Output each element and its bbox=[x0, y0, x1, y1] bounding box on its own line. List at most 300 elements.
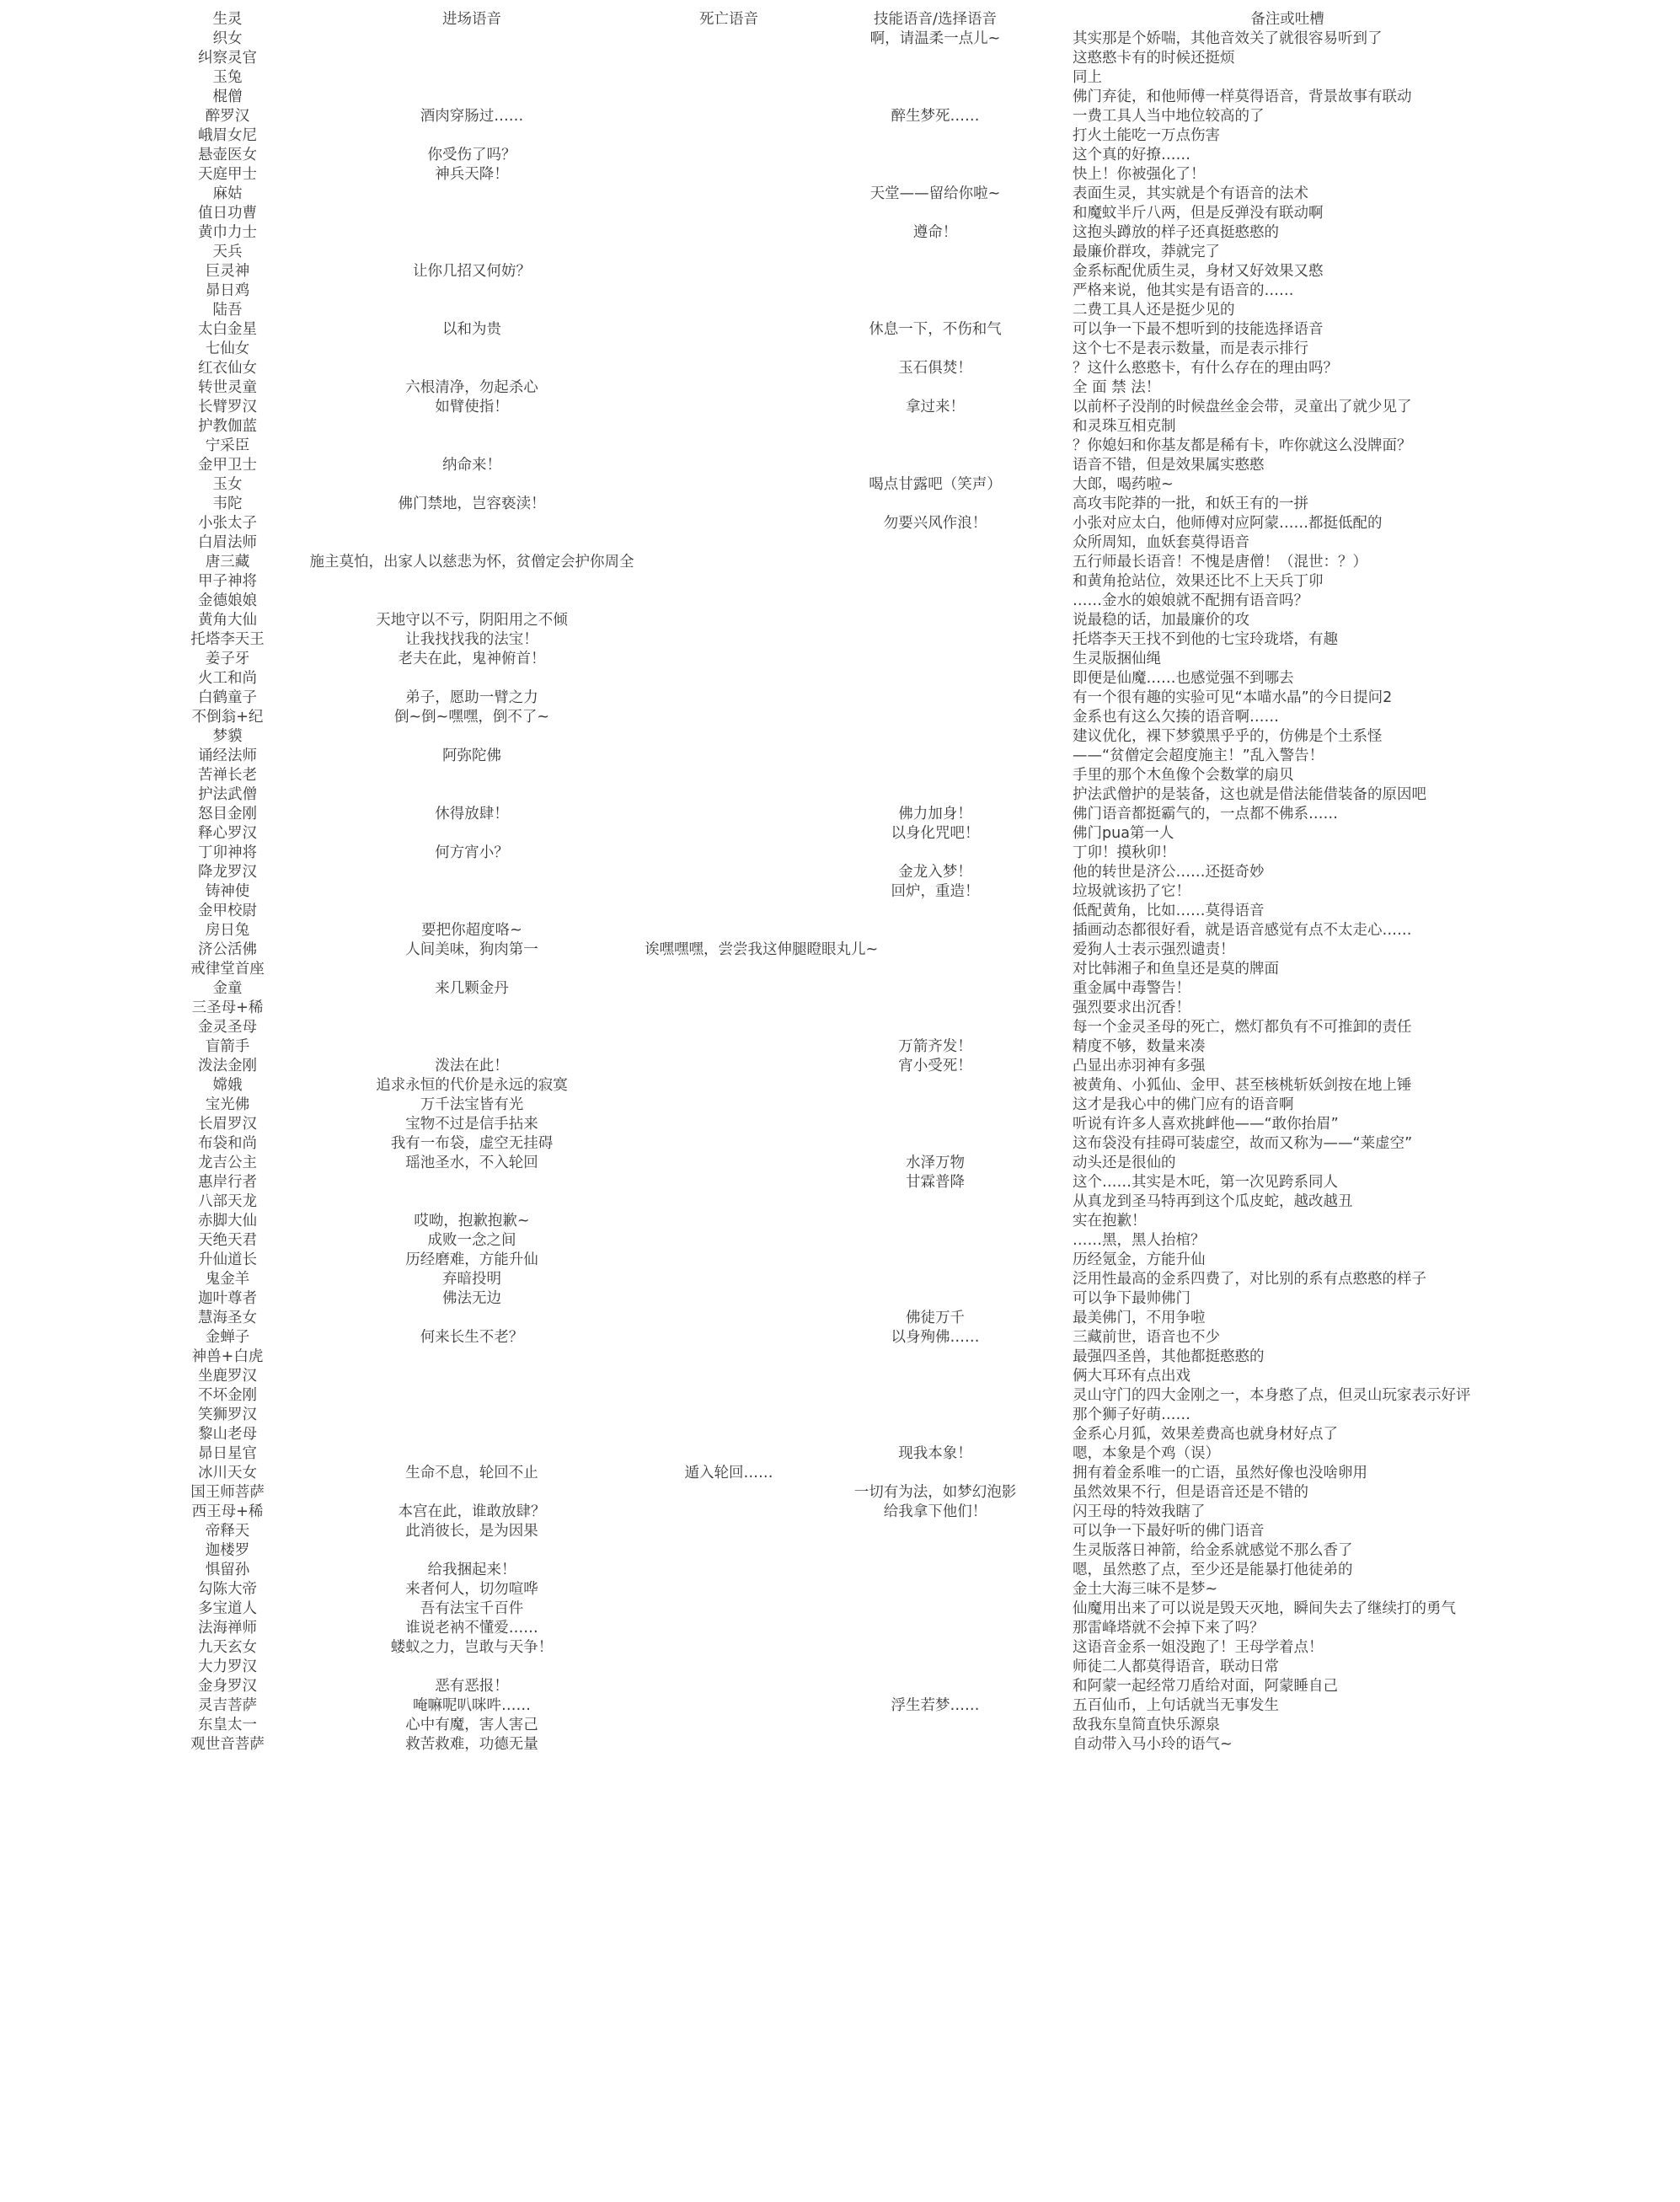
cell-enter-voice: 本宫在此，谁敢放肆？ bbox=[398, 1503, 546, 1520]
cell-note: 这个真的好撩…… bbox=[1073, 147, 1190, 163]
cell-skill-voice: 喝点甘露吧（笑声） bbox=[869, 476, 1002, 493]
cell-note: 五行师最长语音！不愧是唐僧！（混世：？） bbox=[1073, 554, 1367, 571]
cell-skill-voice bbox=[758, 1231, 1112, 1251]
cell-enter-voice bbox=[282, 1406, 661, 1425]
table-row bbox=[0, 902, 1680, 921]
cell-name: 长眉罗汉 bbox=[198, 1116, 257, 1133]
cell-name: 宝光佛 bbox=[205, 1096, 250, 1113]
cell-note: 一费工具人当中地位较高的了 bbox=[1073, 108, 1265, 125]
cell-name: 嫦娥 bbox=[212, 1077, 243, 1094]
cell-note: 即便是仙魔……也感觉强不到哪去 bbox=[1073, 670, 1294, 687]
cell-enter-voice: 给我捆起来！ bbox=[427, 1562, 516, 1578]
cell-note: 爱狗人士表示强烈谴责！ bbox=[1073, 941, 1235, 958]
cell-enter-voice: 佛门禁地，岂容亵渎！ bbox=[398, 496, 546, 512]
cell-note: 自动带入马小玲的语气~ bbox=[1073, 1736, 1233, 1753]
cell-note: 表面生灵，其实就是个有语音的法术 bbox=[1073, 185, 1308, 202]
cell-name: 值日功曹 bbox=[198, 205, 257, 222]
table-row bbox=[0, 1425, 1680, 1444]
cell-note: 闪王母的特效我瞎了 bbox=[1073, 1503, 1206, 1520]
cell-name: 玉兔 bbox=[212, 69, 243, 86]
cell-name: 八部天龙 bbox=[198, 1193, 257, 1210]
cell-name: 不倒翁+纪 bbox=[191, 709, 264, 726]
cell-skill-voice bbox=[758, 1425, 1112, 1444]
table-row bbox=[0, 1599, 1680, 1619]
cell-skill-voice bbox=[758, 688, 1112, 708]
cell-enter-voice bbox=[282, 533, 661, 553]
cell-name: 悬壶医女 bbox=[198, 147, 257, 163]
cell-enter-voice: 何来长生不老？ bbox=[420, 1329, 524, 1346]
cell-name: 韦陀 bbox=[212, 496, 243, 512]
cell-enter-voice: 人间美味，狗肉第一 bbox=[405, 941, 538, 958]
cell-note: 以前杯子没削的时候盘丝金会带，灵童出了就少见了 bbox=[1073, 399, 1412, 415]
cell-enter-voice bbox=[282, 1367, 661, 1386]
cell-skill-voice bbox=[758, 1599, 1112, 1619]
cell-skill-voice bbox=[758, 1076, 1112, 1096]
cell-name: 峨眉女尼 bbox=[198, 127, 257, 144]
cell-note: 和灵珠互相克制 bbox=[1073, 418, 1176, 435]
cell-name: 笑狮罗汉 bbox=[198, 1406, 257, 1423]
cell-note: 敌我东皇简直快乐源泉 bbox=[1073, 1717, 1220, 1733]
cell-note: 三藏前世，语音也不少 bbox=[1073, 1329, 1220, 1346]
cell-enter-voice bbox=[282, 882, 661, 902]
cell-name: 勾陈大帝 bbox=[198, 1581, 257, 1598]
header-skill-voice: 技能语音/选择语音 bbox=[874, 11, 997, 28]
table-row bbox=[0, 456, 1680, 475]
cell-name: 布袋和尚 bbox=[198, 1135, 257, 1152]
cell-note: 同上 bbox=[1073, 69, 1102, 86]
table-row bbox=[0, 1367, 1680, 1386]
cell-enter-voice bbox=[282, 514, 661, 533]
cell-name: 帝释天 bbox=[205, 1523, 250, 1540]
table-row bbox=[0, 1018, 1680, 1037]
cell-name: 济公活佛 bbox=[198, 941, 257, 958]
cell-enter-voice bbox=[282, 863, 661, 882]
cell-name: 巨灵神 bbox=[205, 263, 250, 280]
cell-enter-voice: 佛法无边 bbox=[442, 1290, 501, 1307]
cell-enter-voice bbox=[282, 1658, 661, 1677]
table-row bbox=[0, 1464, 1680, 1483]
cell-note: 灵山守门的四大金刚之一，本身憨了点，但灵山玩家表示好评 bbox=[1073, 1387, 1471, 1404]
cell-name: 棍僧 bbox=[212, 88, 243, 105]
cell-name: 黎山老母 bbox=[198, 1426, 257, 1443]
cell-enter-voice bbox=[282, 572, 661, 592]
table-row bbox=[0, 340, 1680, 359]
cell-enter-voice bbox=[282, 1483, 661, 1503]
cell-skill-voice bbox=[758, 1735, 1112, 1755]
cell-note: 可以争一下最不想听到的技能选择语音 bbox=[1073, 321, 1324, 338]
cell-skill-voice bbox=[758, 902, 1112, 921]
cell-enter-voice bbox=[282, 185, 661, 204]
cell-enter-voice: 瑶池圣水，不入轮回 bbox=[405, 1155, 538, 1171]
table-row bbox=[0, 146, 1680, 165]
cell-note: 生灵版捆仙绳 bbox=[1073, 651, 1161, 667]
table-row bbox=[0, 1386, 1680, 1406]
cell-name: 泼法金刚 bbox=[198, 1058, 257, 1074]
table-row bbox=[0, 107, 1680, 126]
cell-enter-voice: 以和为贵 bbox=[442, 321, 501, 338]
cell-note: 说最稳的话，加最廉价的攻 bbox=[1073, 612, 1249, 629]
cell-enter-voice bbox=[282, 1173, 661, 1192]
cell-enter-voice: 万千法宝皆有光 bbox=[420, 1096, 524, 1113]
cell-skill-voice bbox=[758, 49, 1112, 68]
cell-skill-voice bbox=[758, 747, 1112, 766]
cell-name: 西王母+稀 bbox=[191, 1503, 264, 1520]
cell-skill-voice: 休息一下，不伤和气 bbox=[869, 321, 1002, 338]
table-row bbox=[0, 630, 1680, 650]
cell-note: 大郎，喝药啦~ bbox=[1073, 476, 1174, 493]
cell-enter-voice: 弟子，愿助一臂之力 bbox=[405, 689, 538, 706]
cell-skill-voice bbox=[758, 1406, 1112, 1425]
cell-skill-voice: 回炉，重造！ bbox=[891, 883, 980, 900]
table-row bbox=[0, 1561, 1680, 1580]
cell-name: 金蝉子 bbox=[205, 1329, 250, 1346]
table-row bbox=[0, 1483, 1680, 1503]
cell-skill-voice bbox=[758, 301, 1112, 320]
table-row bbox=[0, 727, 1680, 747]
cell-skill-voice bbox=[758, 1619, 1112, 1638]
cell-enter-voice: 泼法在此！ bbox=[435, 1058, 509, 1074]
cell-skill-voice bbox=[758, 1367, 1112, 1386]
cell-name: 麻姑 bbox=[212, 185, 243, 202]
cell-skill-voice: 以身化咒吧！ bbox=[891, 825, 980, 842]
cell-name: 托塔李天王 bbox=[190, 631, 265, 648]
cell-enter-voice bbox=[282, 669, 661, 688]
cell-enter-voice: 倒~倒~嘿嘿，倒不了~ bbox=[394, 709, 549, 726]
cell-name: 太白金星 bbox=[198, 321, 257, 338]
cell-enter-voice: 老夫在此，鬼神俯首！ bbox=[398, 651, 546, 667]
cell-name: 慧海圣女 bbox=[198, 1310, 257, 1326]
cell-enter-voice bbox=[282, 1425, 661, 1444]
cell-name: 不坏金刚 bbox=[198, 1387, 257, 1404]
cell-note: 泛用性最高的金系四费了，对比别的系有点憨憨的样子 bbox=[1073, 1271, 1426, 1288]
cell-note: 精度不够，数量来凑 bbox=[1073, 1038, 1206, 1055]
cell-name: 赤脚大仙 bbox=[198, 1213, 257, 1230]
cell-note: 五百仙币，上句话就当无事发生 bbox=[1073, 1697, 1279, 1714]
table-row bbox=[0, 844, 1680, 863]
cell-name: 小张太子 bbox=[198, 515, 257, 532]
cell-name: 长臂罗汉 bbox=[198, 399, 257, 415]
table-row bbox=[0, 495, 1680, 514]
cell-name: 红衣仙女 bbox=[198, 360, 257, 377]
cell-note: 和阿蒙一起经常刀盾给对面，阿蒙睡自己 bbox=[1073, 1678, 1338, 1695]
cell-note: 这个……其实是木吒，第一次见跨系同人 bbox=[1073, 1174, 1338, 1191]
cell-skill-voice: 水泽万物 bbox=[906, 1155, 965, 1171]
cell-enter-voice: 吾有法宝千百件 bbox=[420, 1600, 524, 1617]
cell-skill-voice bbox=[758, 1347, 1112, 1367]
table-row bbox=[0, 417, 1680, 437]
cell-name: 鬼金羊 bbox=[205, 1271, 250, 1288]
cell-skill-voice: 甘霖普降 bbox=[906, 1174, 965, 1191]
cell-enter-voice: 哎呦，抱歉抱歉~ bbox=[414, 1213, 530, 1230]
cell-skill-voice: 宵小受死！ bbox=[898, 1058, 972, 1074]
table-row bbox=[0, 281, 1680, 301]
cell-skill-voice bbox=[758, 1018, 1112, 1037]
cell-skill-voice bbox=[758, 630, 1112, 650]
cell-enter-voice: 你受伤了吗？ bbox=[427, 147, 516, 163]
cell-name: 玉女 bbox=[212, 476, 243, 493]
cell-note: 插画动态都很好看，就是语音感觉有点不太走心…… bbox=[1073, 922, 1412, 939]
table-row bbox=[0, 1270, 1680, 1289]
cell-enter-voice: 六根清净，勿起杀心 bbox=[405, 379, 538, 396]
cell-name: 护法武僧 bbox=[198, 786, 257, 803]
cell-note: 金系也有这么欠揍的语音啊…… bbox=[1073, 709, 1279, 726]
cell-name: 冰川天女 bbox=[198, 1465, 257, 1481]
cell-note: 二费工具人还是挺少见的 bbox=[1073, 302, 1235, 319]
cell-enter-voice bbox=[282, 1541, 661, 1561]
cell-note: 这憨憨卡有的时候还挺烦 bbox=[1073, 50, 1235, 67]
cell-skill-voice bbox=[758, 1658, 1112, 1677]
cell-note: 俩大耳环有点出戏 bbox=[1073, 1368, 1190, 1385]
cell-note: ……金水的娘娘就不配拥有语音吗？ bbox=[1073, 592, 1308, 609]
cell-enter-voice bbox=[282, 301, 661, 320]
cell-skill-voice bbox=[758, 1638, 1112, 1658]
cell-note: 金土大海三味不是梦~ bbox=[1073, 1581, 1218, 1598]
cell-skill-voice bbox=[758, 553, 1112, 572]
cell-skill-voice: 浮生若梦…… bbox=[891, 1697, 980, 1714]
cell-skill-voice: 一切有为法，如梦幻泡影 bbox=[853, 1484, 1017, 1501]
cell-note: 嗯，虽然憨了点，至少还是能暴打他徒弟的 bbox=[1073, 1562, 1353, 1578]
cell-name: 金灵圣母 bbox=[198, 1019, 257, 1036]
cell-note: 佛门pua第一人 bbox=[1073, 825, 1174, 842]
cell-name: 惧留孙 bbox=[205, 1562, 250, 1578]
cell-skill-voice: 现我本象！ bbox=[898, 1445, 972, 1462]
cell-skill-voice: 给我拿下他们！ bbox=[883, 1503, 987, 1520]
cell-skill-voice bbox=[758, 940, 1112, 960]
table-row bbox=[0, 766, 1680, 785]
cell-enter-voice: 休得放肆！ bbox=[435, 806, 509, 822]
cell-skill-voice bbox=[758, 1541, 1112, 1561]
cell-skill-voice bbox=[758, 340, 1112, 359]
table-row bbox=[0, 49, 1680, 68]
cell-name: 天绝天君 bbox=[198, 1232, 257, 1249]
cell-skill-voice bbox=[758, 437, 1112, 456]
table-row bbox=[0, 1347, 1680, 1367]
cell-skill-voice bbox=[758, 281, 1112, 301]
cell-note: 最廉价群攻，莽就完了 bbox=[1073, 244, 1220, 260]
cell-skill-voice bbox=[758, 921, 1112, 940]
cell-note: 从真龙到圣马特再到这个瓜皮蛇，越改越丑 bbox=[1073, 1193, 1353, 1210]
cell-enter-voice bbox=[282, 475, 661, 495]
table-row bbox=[0, 1037, 1680, 1057]
cell-death-voice: 诶嘿嘿嘿，尝尝我这伸腿瞪眼丸儿~ bbox=[645, 941, 879, 958]
cell-name: 金甲校尉 bbox=[198, 903, 257, 919]
cell-enter-voice: 蝼蚁之力，岂敢与天争！ bbox=[390, 1639, 554, 1656]
cell-enter-voice bbox=[282, 68, 661, 88]
cell-enter-voice bbox=[282, 960, 661, 979]
table-row bbox=[0, 223, 1680, 243]
table-row bbox=[0, 747, 1680, 766]
cell-note: 虽然效果不行，但是语音还是不错的 bbox=[1073, 1484, 1308, 1501]
cell-skill-voice bbox=[758, 572, 1112, 592]
cell-enter-voice: 弃暗投明 bbox=[442, 1271, 501, 1288]
cell-skill-voice bbox=[758, 1386, 1112, 1406]
cell-name: 铸神使 bbox=[205, 883, 250, 900]
table-row bbox=[0, 1658, 1680, 1677]
cell-enter-voice bbox=[282, 1192, 661, 1212]
cell-skill-voice bbox=[758, 262, 1112, 281]
cell-skill-voice bbox=[758, 960, 1112, 979]
cell-enter-voice bbox=[282, 223, 661, 243]
cell-enter-voice bbox=[282, 999, 661, 1018]
cell-enter-voice: 恶有恶报！ bbox=[435, 1678, 509, 1695]
table-row bbox=[0, 262, 1680, 281]
cell-name: 黄巾力士 bbox=[198, 224, 257, 241]
cell-skill-voice bbox=[758, 1115, 1112, 1134]
cell-name: 白鹤童子 bbox=[198, 689, 257, 706]
cell-name: 戒律堂首座 bbox=[190, 961, 265, 978]
cell-skill-voice bbox=[758, 1522, 1112, 1541]
cell-skill-voice bbox=[758, 204, 1112, 223]
header-name: 生灵 bbox=[212, 11, 243, 28]
cell-name: 天庭甲士 bbox=[198, 166, 257, 183]
cell-skill-voice bbox=[758, 979, 1112, 999]
cell-note: 众所周知，血妖套莫得语音 bbox=[1073, 534, 1249, 551]
cell-skill-voice bbox=[758, 146, 1112, 165]
cell-skill-voice bbox=[758, 378, 1112, 398]
table-row bbox=[0, 863, 1680, 882]
cell-skill-voice: 金龙入梦！ bbox=[898, 864, 972, 881]
cell-name: 转世灵童 bbox=[198, 379, 257, 396]
cell-note: 那个狮子好萌…… bbox=[1073, 1406, 1190, 1423]
cell-skill-voice bbox=[758, 999, 1112, 1018]
cell-enter-voice bbox=[282, 1444, 661, 1464]
cell-enter-voice bbox=[282, 1018, 661, 1037]
cell-name: 纠察灵官 bbox=[198, 50, 257, 67]
cell-enter-voice: 心中有魔，害人害己 bbox=[405, 1717, 538, 1733]
table-row bbox=[0, 572, 1680, 592]
cell-note: 强烈要求出沉香！ bbox=[1073, 999, 1190, 1016]
cell-name: 龙吉公主 bbox=[198, 1155, 257, 1171]
table-row bbox=[0, 1503, 1680, 1522]
table-row bbox=[0, 359, 1680, 378]
cell-skill-voice bbox=[758, 417, 1112, 437]
cell-skill-voice bbox=[758, 1677, 1112, 1696]
cell-note: ……黑，黑人抬棺？ bbox=[1073, 1232, 1206, 1249]
cell-note: 建议优化，裸下梦貘黑乎乎的，仿佛是个土系怪 bbox=[1073, 728, 1383, 745]
cell-note: 重金属中毒警告！ bbox=[1073, 980, 1190, 997]
cell-enter-voice bbox=[282, 243, 661, 262]
table-row bbox=[0, 533, 1680, 553]
cell-name: 迦楼罗 bbox=[205, 1542, 250, 1559]
cell-name: 迦叶尊者 bbox=[198, 1290, 257, 1307]
cell-name: 释心罗汉 bbox=[198, 825, 257, 842]
cell-name: 东皇太一 bbox=[198, 1717, 257, 1733]
table-row bbox=[0, 940, 1680, 960]
table-row bbox=[0, 1115, 1680, 1134]
cell-name: 白眉法师 bbox=[198, 534, 257, 551]
cell-enter-voice: 生命不息，轮回不止 bbox=[405, 1465, 538, 1481]
cell-name: 观世音菩萨 bbox=[190, 1736, 265, 1753]
cell-enter-voice bbox=[282, 126, 661, 146]
table-row bbox=[0, 669, 1680, 688]
cell-skill-voice bbox=[758, 766, 1112, 785]
cell-enter-voice bbox=[282, 340, 661, 359]
header-death-voice: 死亡语音 bbox=[699, 11, 758, 28]
table-row bbox=[0, 611, 1680, 630]
cell-skill-voice bbox=[758, 1134, 1112, 1154]
table-row bbox=[0, 1057, 1680, 1076]
cell-name: 姜子牙 bbox=[205, 651, 250, 667]
table-row bbox=[0, 1096, 1680, 1115]
cell-enter-voice: 阿弥陀佛 bbox=[442, 747, 501, 764]
cell-note: 可以争下最帅佛门 bbox=[1073, 1290, 1190, 1307]
cell-skill-voice: 天堂——留给你啦~ bbox=[869, 185, 1001, 202]
header-enter-voice: 进场语音 bbox=[442, 11, 501, 28]
cell-enter-voice: 此消彼长，是为因果 bbox=[405, 1523, 538, 1540]
cell-note: 听说有许多人喜欢挑衅他——“敢你抬眉” bbox=[1073, 1116, 1339, 1133]
cell-name: 神兽+白虎 bbox=[191, 1348, 264, 1365]
cell-enter-voice bbox=[282, 727, 661, 747]
cell-skill-voice: 玉石俱焚！ bbox=[898, 360, 972, 377]
table-row bbox=[0, 1231, 1680, 1251]
cell-name: 陆吾 bbox=[212, 302, 243, 319]
table-row bbox=[0, 437, 1680, 456]
table-row bbox=[0, 708, 1680, 727]
cell-note: 最强四圣兽，其他都挺憨憨的 bbox=[1073, 1348, 1265, 1365]
cell-enter-voice: 历经磨难，方能升仙 bbox=[405, 1251, 538, 1268]
table-row bbox=[0, 301, 1680, 320]
table-row bbox=[0, 1154, 1680, 1173]
cell-note: 全 面 禁 法！ bbox=[1073, 379, 1161, 396]
cell-skill-voice bbox=[758, 1212, 1112, 1231]
cell-enter-voice: 何方宵小？ bbox=[435, 844, 509, 861]
cell-note: 严格来说，他其实是有语音的…… bbox=[1073, 282, 1294, 299]
table-row bbox=[0, 960, 1680, 979]
cell-name: 大力罗汉 bbox=[198, 1658, 257, 1675]
table-row bbox=[0, 1309, 1680, 1328]
cell-name: 金德娘娘 bbox=[198, 592, 257, 609]
cell-name: 醉罗汉 bbox=[205, 108, 250, 125]
cell-skill-voice bbox=[758, 88, 1112, 107]
cell-note: ——“贫僧定会超度施主！”乱入警告！ bbox=[1073, 747, 1324, 764]
cell-skill-voice: 遵命！ bbox=[912, 224, 958, 241]
cell-skill-voice bbox=[758, 1096, 1112, 1115]
cell-name: 昴日鸡 bbox=[205, 282, 250, 299]
table-row bbox=[0, 1212, 1680, 1231]
cell-note: 其实那是个娇喘，其他音效关了就很容易听到了 bbox=[1073, 30, 1383, 47]
cell-note: 这才是我心中的佛门应有的语音啊 bbox=[1073, 1096, 1294, 1113]
cell-skill-voice: 啊，请温柔一点儿~ bbox=[869, 30, 1001, 47]
header-row bbox=[0, 10, 1680, 29]
table-row bbox=[0, 824, 1680, 844]
cell-enter-voice: 来者何人，切勿喧哗 bbox=[405, 1581, 538, 1598]
cell-name: 护教伽蓝 bbox=[198, 418, 257, 435]
table-row bbox=[0, 320, 1680, 340]
table-row bbox=[0, 398, 1680, 417]
cell-skill-voice bbox=[758, 165, 1112, 185]
table-row bbox=[0, 999, 1680, 1018]
cell-name: 多宝道人 bbox=[198, 1600, 257, 1617]
table-row bbox=[0, 1406, 1680, 1425]
cell-note: ？这什么憨憨卡，有什么存在的理由吗？ bbox=[1073, 360, 1338, 377]
cell-name: 宁采臣 bbox=[205, 437, 250, 454]
table-row bbox=[0, 1134, 1680, 1154]
table-row bbox=[0, 243, 1680, 262]
cell-note: 这个七不是表示数量，而是表示排行 bbox=[1073, 340, 1308, 357]
cell-note: 拥有着金系唯一的亡语，虽然好像也没啥卵用 bbox=[1073, 1465, 1367, 1481]
table-row bbox=[0, 1696, 1680, 1716]
cell-note: 丁卯！摸秋卯！ bbox=[1073, 844, 1176, 861]
cell-enter-voice: 让你几招又何妨？ bbox=[413, 263, 531, 280]
cell-name: 九天玄女 bbox=[198, 1639, 257, 1656]
cell-skill-voice bbox=[758, 1270, 1112, 1289]
cell-name: 坐鹿罗汉 bbox=[198, 1368, 257, 1385]
cell-skill-voice bbox=[758, 727, 1112, 747]
table-row bbox=[0, 185, 1680, 204]
cell-skill-voice bbox=[758, 1289, 1112, 1309]
cell-name: 三圣母+稀 bbox=[191, 999, 264, 1016]
cell-note: 可以争一下最好听的佛门语音 bbox=[1073, 1523, 1265, 1540]
